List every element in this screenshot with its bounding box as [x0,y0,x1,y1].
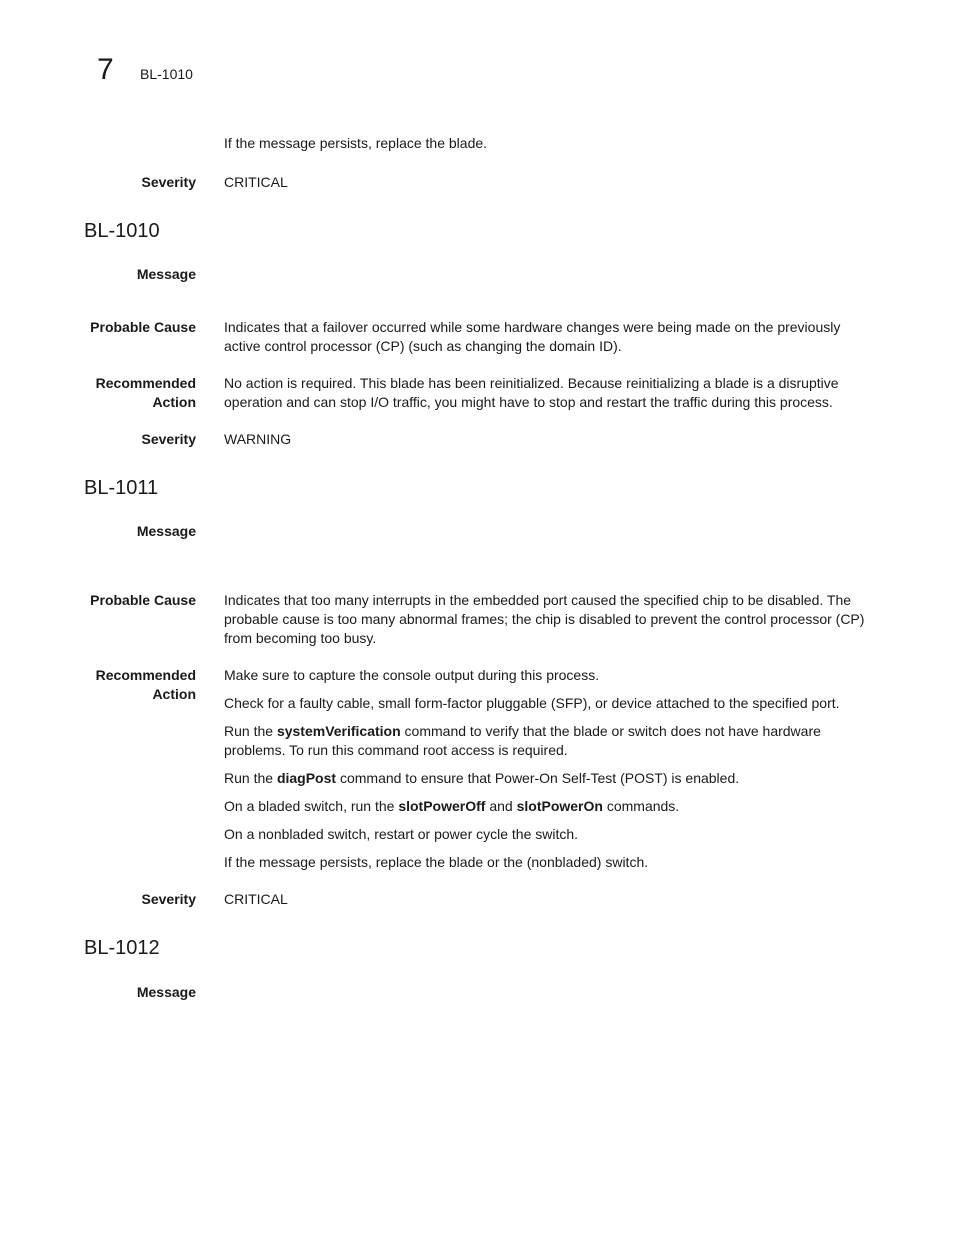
probable-cause-label: Probable Cause [90,319,196,335]
section-heading-bl-1012: BL-1012 [84,937,160,959]
recommended-label-line2: Action [152,686,196,702]
recommended-label-line1: Recommended [95,667,196,683]
action-step: On a bladed switch, run the slotPowerOff and slotPowerOn commands. [224,798,680,814]
severity-label: Severity [141,891,196,907]
recommended-action-label [46,374,196,412]
command-name: slotPowerOff [398,798,486,814]
action-step: On a nonbladed switch, restart or power cycle the switch. [224,826,579,842]
severity-value: WARNING [224,431,292,447]
command-name: diagPost [276,770,337,786]
chapter-number: 7 [97,53,114,86]
probable-cause-text: Indicates that a failover occurred while some hardware changes were being made on the previously active control processor (CP) (such as changing the domain ID). [224,319,841,354]
severity-label: Severity [141,431,196,447]
section-heading-bl-1010: BL-1010 [84,220,160,242]
action-step: If the message persists, replace the blade or the (nonbladed) switch. [224,854,649,870]
recommended-action-text: No action is required. This blade has been reinitialized. Because reinitializing a blade is a disruptive operation and can stop I/O traffic, you might have to stop and restart the traffic during this process. [224,375,839,410]
probable-cause-text: Indicates that too many interrupts in the embedded port caused the specified chip to be disabled. The probable cause is too many abnormal frames; the chip is disabled to prevent the control processor (CP) from becoming too busy. [224,592,865,646]
running-head: BL-1010 [140,66,193,82]
probable-cause-label: Probable Cause [90,592,196,608]
action-step: Make sure to capture the console output during this process. [224,667,600,683]
section-heading-bl-1011: BL-1011 [84,477,159,499]
message-label: Message [136,266,196,282]
recommended-label-line1: Recommended [95,375,196,391]
message-label: Message [136,984,196,1000]
action-step: Check for a faulty cable, small form-factor pluggable (SFP), or device attached to the specified port. [224,695,840,711]
action-step: Run the diagPost command to ensure that Power-On Self-Test (POST) is enabled. [224,770,740,786]
command-name: slotPowerOn [516,798,603,814]
recommended-action-label [46,666,196,704]
message-label: Message [136,523,196,539]
severity-value: CRITICAL [224,174,288,190]
severity-value: CRITICAL [224,891,288,907]
command-name: systemVerification [276,723,401,739]
continued-text: If the message persists, replace the blade. [224,135,488,151]
severity-label: Severity [141,174,196,190]
action-step: Run the systemVerification command to verify that the blade or switch does not have hardware problems. To run this command root access is required. [224,723,821,758]
recommended-label-line2: Action [152,394,196,410]
